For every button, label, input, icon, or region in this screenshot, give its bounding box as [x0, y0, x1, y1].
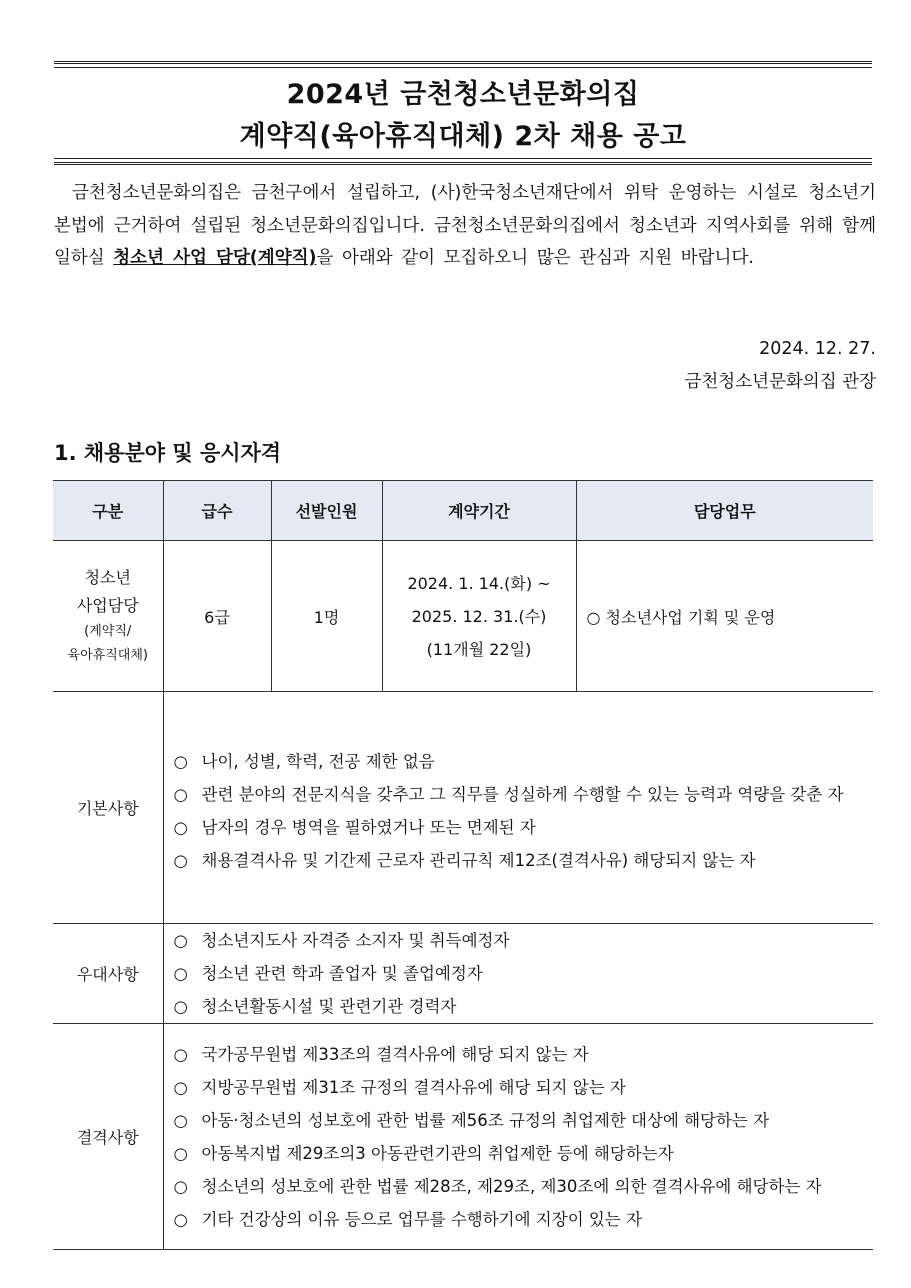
- list-item: ○ 나이, 성별, 학력, 전공 제한 없음: [174, 745, 874, 778]
- table-row-basic: [53, 692, 873, 924]
- list-item: ○ 청소년활동시설 및 관련기관 경력자: [174, 990, 874, 1023]
- table-row-preference: [53, 924, 873, 1024]
- header-category: 구분: [53, 481, 163, 541]
- intro-text-after: 을 아래와 같이 모집하오니 많은 관심과 지원 바랍니다.: [316, 248, 754, 268]
- position-grade: 6급: [163, 541, 271, 692]
- bullet-circle-icon: ○: [173, 1110, 188, 1130]
- notice-date: 2024. 12. 27.: [759, 339, 876, 359]
- list-item: ○ 청소년 관련 학과 졸업자 및 졸업예정자: [174, 957, 874, 990]
- bullet-circle-icon: ○: [173, 751, 188, 771]
- header-count: 선발인원: [271, 481, 382, 541]
- bullet-circle-icon: ○: [173, 1176, 188, 1196]
- bullet-circle-icon: ○: [173, 817, 188, 837]
- intro-highlight: 청소년 사업 담당(계약직): [113, 248, 317, 268]
- period-line1: 2024. 1. 14.(화) ~: [407, 573, 551, 593]
- list-item: ○ 남자의 경우 병역을 필하였거나 또는 면제된 자: [174, 811, 874, 844]
- position-sub2: 육아휴직대체): [67, 648, 148, 663]
- bullet-circle-icon: ○: [173, 997, 188, 1016]
- title-block: [54, 61, 872, 165]
- table-row-position: [53, 541, 873, 692]
- intro-text-before: 금천청소년문화의집은 금천구에서 설립하고, (사)한국청소년재단에서 위탁 운영하는 시설로 청소년기본법에 근거하여 설립된 청소년문화의집입니다. 금천청소년문화의집에서 청소년과 지역사회를 위해 함께 일하실: [54, 183, 876, 268]
- table-row-disqualify: [53, 1024, 873, 1250]
- list-item: ○ 기타 건강상의 이유 등으로 업무를 수행하기에 지장이 있는 자: [174, 1203, 874, 1236]
- position-count: 1명: [271, 541, 382, 692]
- recruitment-table: [53, 480, 873, 1250]
- bullet-circle-icon: ○: [173, 964, 188, 983]
- period-line2: 2025. 12. 31.(수): [411, 606, 547, 626]
- bullet-circle-icon: ○: [173, 1143, 188, 1163]
- preference-label: 우대사항: [53, 924, 163, 1024]
- position-sub1: (계약직/: [84, 624, 132, 639]
- position-duty: ○ 청소년사업 기획 및 운영: [576, 541, 873, 692]
- list-item: ○ 국가공무원법 제33조의 결격사유에 해당 되지 않는 자: [174, 1038, 874, 1071]
- header-period: 계약기간: [382, 481, 576, 541]
- bullet-circle-icon: ○: [173, 1044, 188, 1064]
- list-item: ○ 청소년지도사 자격증 소지자 및 취득예정자: [174, 924, 874, 957]
- list-item: ○ 아동·청소년의 성보호에 관한 법률 제56조 규정의 취업제한 대상에 해당하는 자: [174, 1104, 874, 1137]
- position-line2: 사업담당: [76, 596, 139, 615]
- section-title: 1. 채용분야 및 응시자격: [54, 441, 282, 465]
- bullet-circle-icon: ○: [173, 1209, 188, 1229]
- list-item: ○ 지방공무원법 제31조 규정의 결격사유에 해당 되지 않는 자: [174, 1071, 874, 1104]
- preference-list: [163, 924, 873, 1024]
- page-title-line1: 2024년 금천청소년문화의집: [286, 79, 640, 110]
- list-item: ○ 관련 분야의 전문지식을 갖추고 그 직무를 성실하게 수행할 수 있는 능력과 역량을 갖춘 자: [174, 778, 874, 811]
- header-duty: 담당업무: [576, 481, 873, 541]
- bullet-circle-icon: ○: [173, 1077, 188, 1097]
- bullet-circle-icon: ○: [173, 850, 188, 870]
- intro-paragraph: [54, 177, 876, 275]
- bullet-circle-icon: ○: [173, 931, 188, 950]
- position-period-cell: [382, 541, 576, 692]
- disqualify-list: [163, 1024, 873, 1250]
- position-category-cell: [53, 541, 163, 692]
- header-grade: 급수: [163, 481, 271, 541]
- list-item: ○ 청소년의 성보호에 관한 법률 제28조, 제29조, 제30조에 의한 결격사유에 해당하는 자: [174, 1170, 874, 1203]
- position-line1: 청소년: [84, 568, 131, 587]
- disqualify-label: 결격사항: [53, 1024, 163, 1250]
- notice-issuer: 금천청소년문화의집 관장: [684, 372, 876, 392]
- period-line3: (11개월 22일): [426, 639, 532, 659]
- bullet-circle-icon: ○: [173, 784, 188, 804]
- page-title-line2: 계약직(육아휴직대체) 2차 채용 공고: [239, 121, 687, 152]
- basic-label: 기본사항: [53, 692, 163, 924]
- list-item: ○ 아동복지법 제29조의3 아동관련기관의 취업제한 등에 해당하는자: [174, 1137, 874, 1170]
- list-item: ○ 채용결격사유 및 기간제 근로자 관리규칙 제12조(결격사유) 해당되지 않는 자: [174, 844, 874, 877]
- basic-list: [163, 692, 873, 924]
- table-header-row: [53, 481, 873, 541]
